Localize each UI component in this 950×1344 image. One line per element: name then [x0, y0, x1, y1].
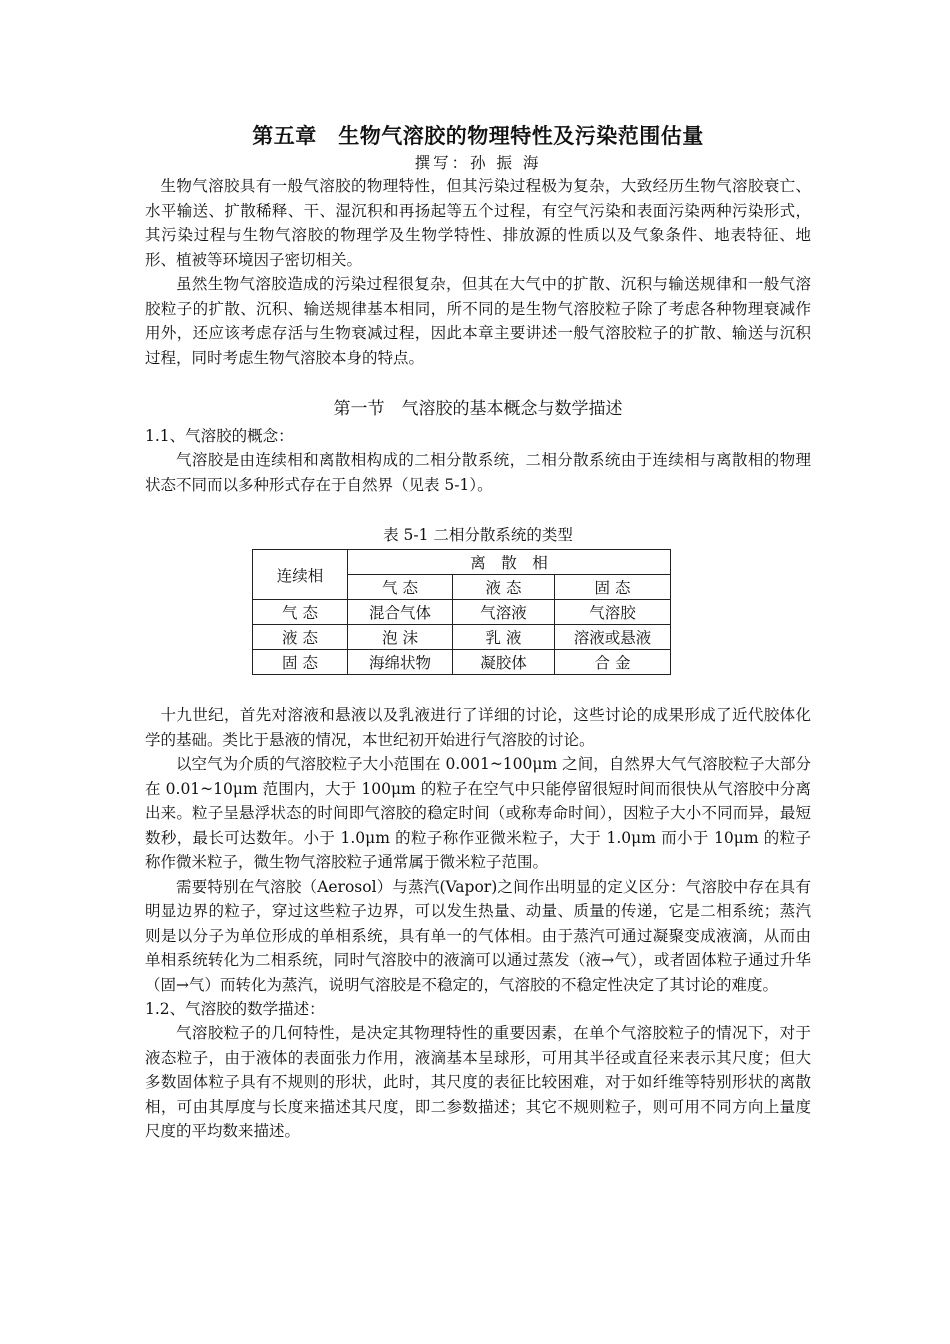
- body-paragraph: 十九世纪，首先对溶液和悬液以及乳液进行了详细的讨论，这些讨论的成果形成了近代胶体化学的基础。类比于悬液的情况，本世纪初开始进行气溶胶的讨论。: [145, 706, 811, 749]
- table-cell: 气溶液: [453, 600, 555, 625]
- table-cell: 混合气体: [348, 600, 453, 625]
- continuous-phase-header: 连续相: [253, 550, 348, 600]
- phase-header-cell: 液 态: [453, 575, 555, 600]
- row-phase-cell: 液 态: [253, 625, 348, 650]
- intro-paragraph: 生物气溶胶具有一般气溶胶的物理特性，但其污染过程极为复杂，大致经历生物气溶胶衰亡、水平输送、扩散稀释、干、湿沉积和再扬起等五个过程，有空气污染和表面污染两种污染形式，其污染过程与生物气溶胶的物理学及生物学特性、排放源的性质以及气象条件、地表特征、地形、植被等环境因子密切相关。: [145, 177, 811, 269]
- dispersion-types-table: [252, 549, 671, 675]
- row-phase-cell: 气 态: [253, 600, 348, 625]
- body-paragraph: 需要特别在气溶胶（Aerosol）与蒸汽(Vapor)之间作出明显的定义区分：气溶胶中存在具有明显边界的粒子，穿过这些粒子边界，可以发生热量、动量、质量的传递，它是二相系统；蒸汽则是以分子为单位形成的单相系统，具有单一的气体相。由于蒸汽可通过凝聚变成液滴，从而由单相系统转化为二相系统，同时气溶胶中的液滴可以通过蒸发（液→气），或者固体粒子通过升华（固→气）而转化为蒸汽，说明气溶胶是不稳定的，气溶胶的不稳定性决定了其讨论的难度。: [145, 877, 811, 994]
- table-header-row: [253, 550, 671, 575]
- subsection-heading: 1.1、气溶胶的概念：: [145, 427, 294, 445]
- body-paragraph: 气溶胶粒子的几何特性，是决定其物理特性的重要因素，在单个气溶胶粒子的情况下，对于液态粒子，由于液体的表面张力作用，液滴基本呈球形，可用其半径或直径来表示其尺度；但大多数固体粒子具有不规则的形状，此时，其尺度的表征比较困难，对于如纤维等特别形状的离散相，可由其厚度与长度来描述其尺度，即二参数描述；其它不规则粒子，则可用不同方向上量度尺度的平均数来描述。: [145, 1024, 811, 1140]
- spacer: [145, 675, 811, 703]
- body-paragraph: 以空气为介质的气溶胶粒子大小范围在 0.001~100μm 之间，自然界大气气溶胶粒子大部分在 0.01~10μm 范围内，大于 100μm 的粒子在空气中只能停留很短时间而很快从气溶胶中分离出来。粒子呈悬浮状态的时间即气溶胶的稳定时间（或称寿命时间），因粒子大小不同而异，最短数秒，最长可达数年。小于 1.0μm 的粒子称作亚微米粒子，大于 1.0μm 而小于 10μm 的粒子称作微米粒子，微生物气溶胶粒子通常属于微米粒子范围。: [145, 755, 811, 871]
- discrete-phase-header: 离 散 相: [348, 550, 671, 575]
- subsection-heading: 1.2、气溶胶的数学描述：: [145, 1000, 325, 1018]
- table-cell: 乳 液: [453, 625, 555, 650]
- chapter-title: 第五章 生物气溶胶的物理特性及污染范围估量: [252, 123, 704, 148]
- body-paragraph: 气溶胶是由连续相和离散相构成的二相分散系统，二相分散系统由于连续相与离散相的物理状态不同而以多种形式存在于自然界（见表 5-1）。: [145, 451, 811, 494]
- table-row: [253, 650, 671, 675]
- table-cell: 气溶胶: [555, 600, 671, 625]
- row-phase-cell: 固 态: [253, 650, 348, 675]
- table-row: [253, 625, 671, 650]
- table-cell: 海绵状物: [348, 650, 453, 675]
- table-caption: 表 5-1 二相分散系统的类型: [383, 526, 573, 544]
- section-title: 第一节 气溶胶的基本概念与数学描述: [333, 399, 623, 419]
- phase-header-cell: 固 态: [555, 575, 671, 600]
- table-row: [253, 600, 671, 625]
- table-cell: 泡 沫: [348, 625, 453, 650]
- document-body: [145, 120, 811, 1144]
- author-line: 撰写：孙 振 海: [414, 154, 542, 172]
- phase-header-cell: 气 态: [348, 575, 453, 600]
- table-cell: 凝胶体: [453, 650, 555, 675]
- intro-paragraph: 虽然生物气溶胶造成的污染过程很复杂，但其在大气中的扩散、沉积与输送规律和一般气溶胶粒子的扩散、沉积、输送规律基本相同，所不同的是生物气溶胶粒子除了考虑各种物理衰减作用外，还应该考虑存活与生物衰减过程，因此本章主要讲述一般气溶胶粒子的扩散、输送与沉积过程，同时考虑生物气溶胶本身的特点。: [145, 275, 811, 367]
- table-cell: 溶液或悬液: [555, 625, 671, 650]
- table-cell: 合 金: [555, 650, 671, 675]
